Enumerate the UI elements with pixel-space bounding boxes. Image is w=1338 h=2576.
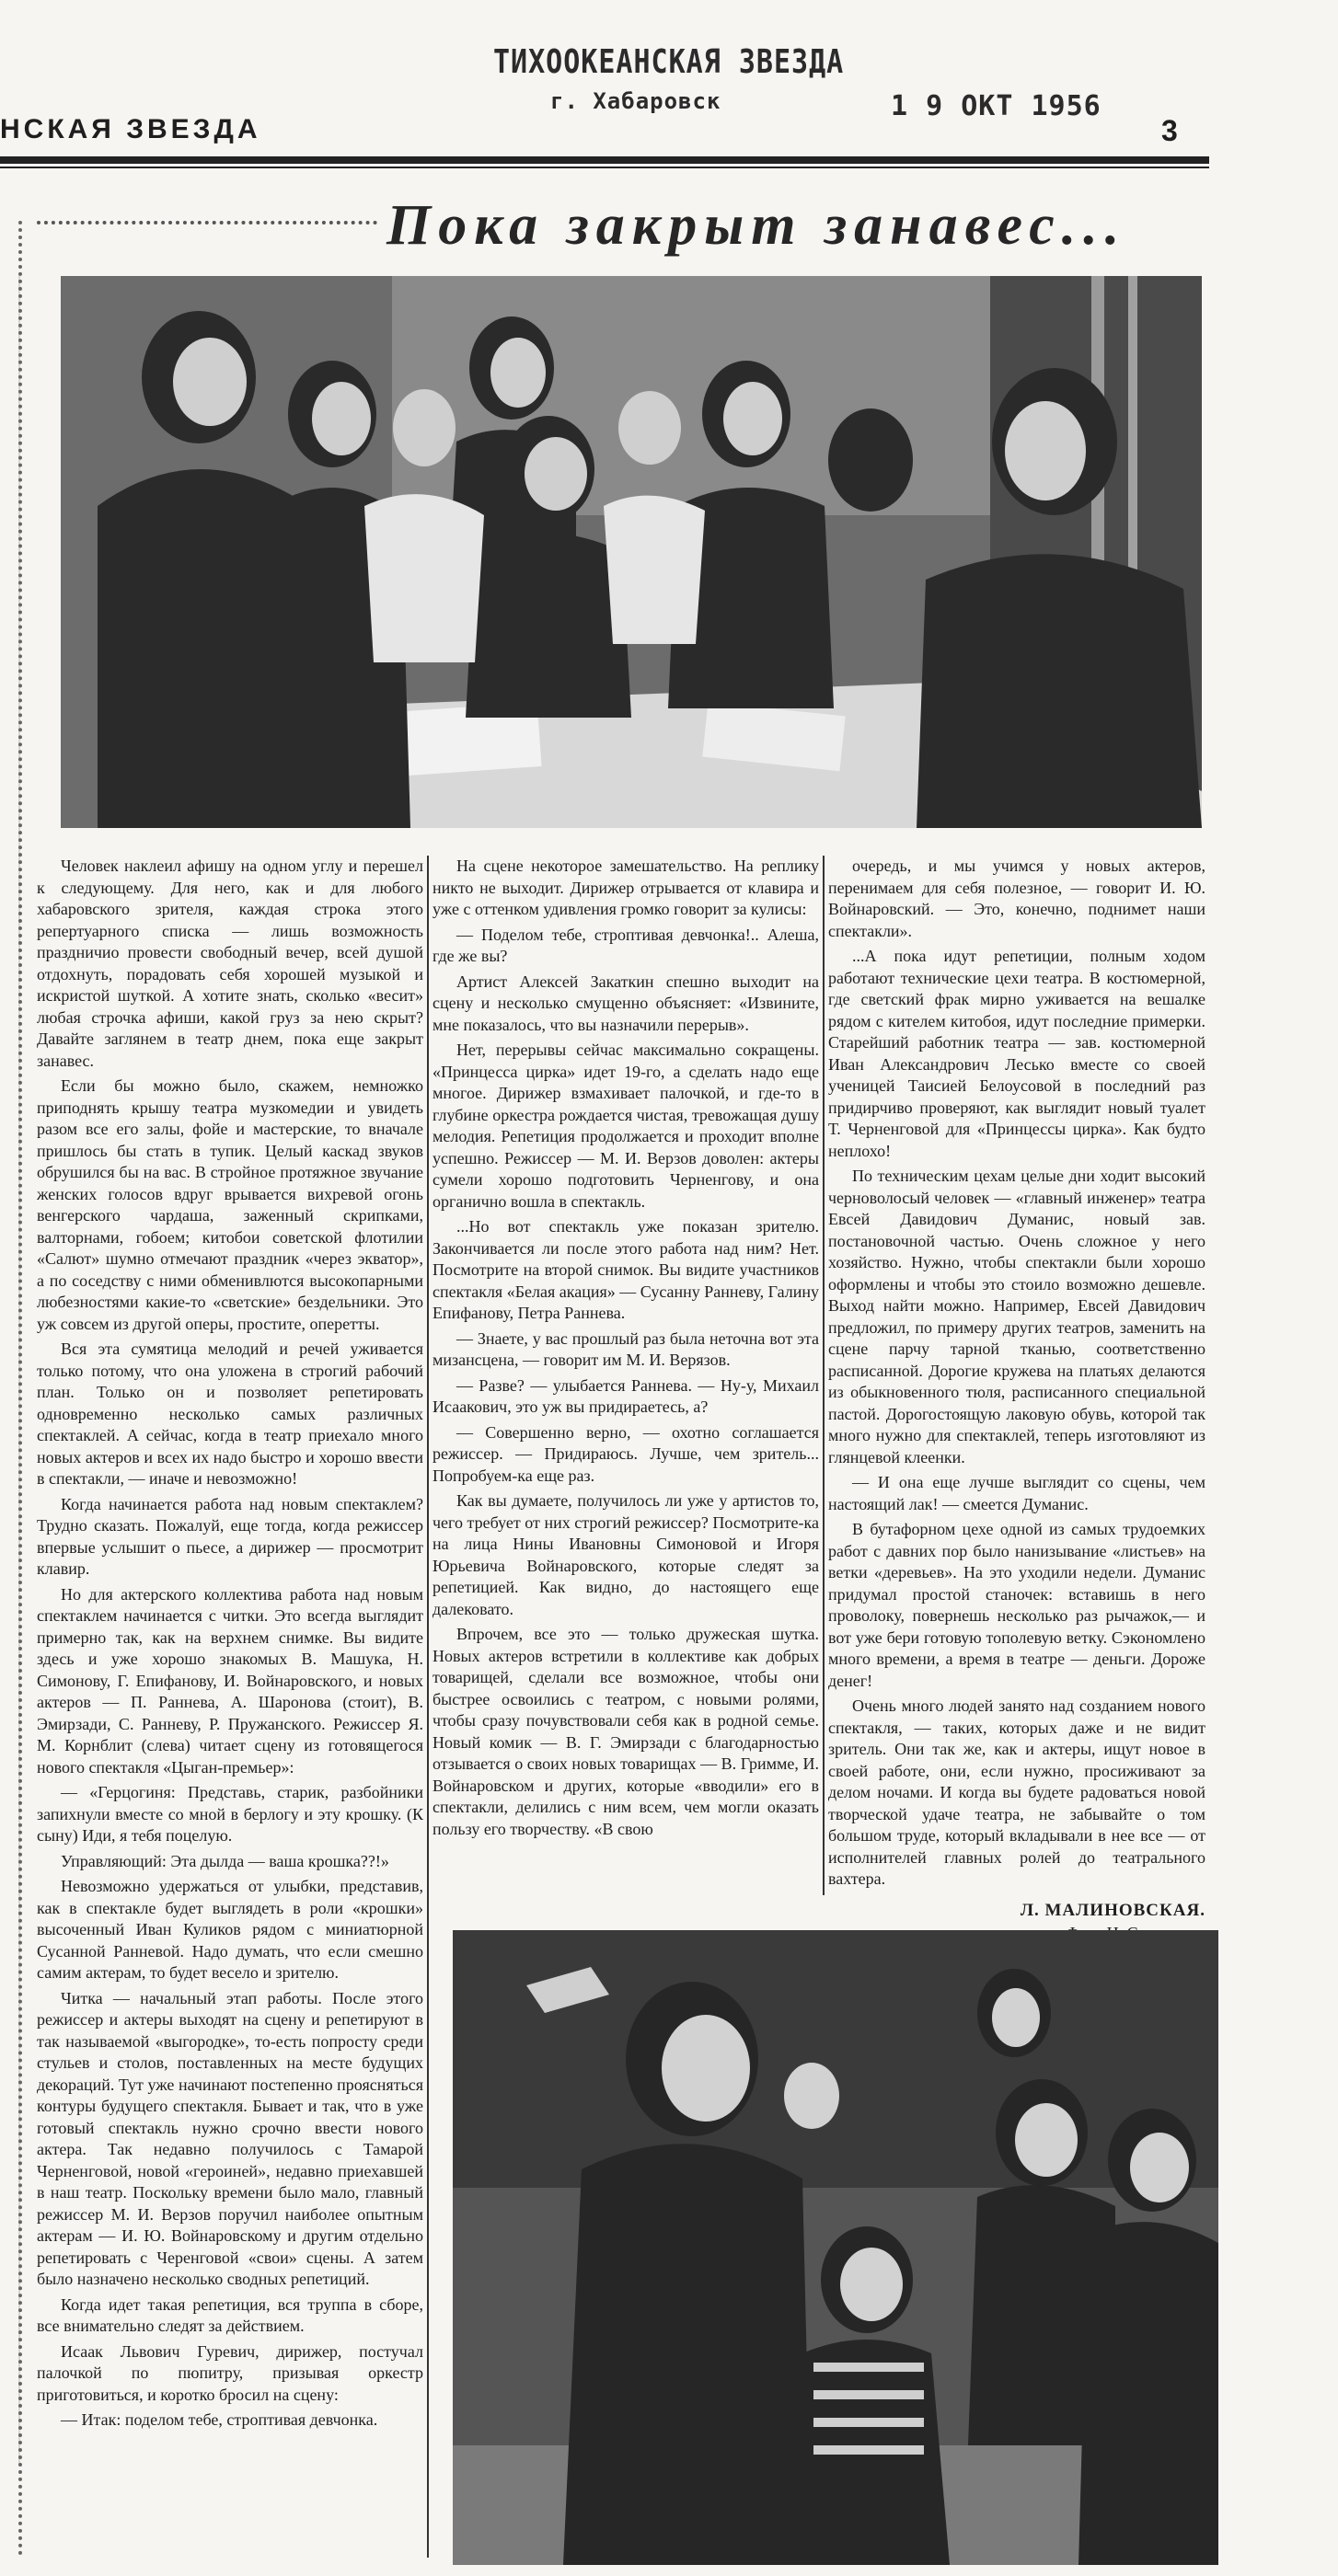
- paragraph: очередь, и мы учимся у новых актеров, перенимаем для себя полезное, — говорит И. Ю. Войнаровский. — Это, конечно, поднимет наши спектакли».: [828, 857, 1205, 940]
- paragraph: — Поделом тебе, строптивая девчонка!.. Алеша, где же вы?: [433, 925, 819, 965]
- paragraph: ...Но вот спектакль уже показан зрителю. Закончивается ли после этого работа над ним? Нет. Посмотрите на второй снимок. Вы видите участников спектакля «Белая акация» — Сусанну Ранневу, Галину Епифанову, Петра Раннева.: [433, 1217, 819, 1322]
- photo-stage-rehearsal: [453, 1930, 1218, 2565]
- paragraph: Управляющий: Эта дылда — ваша крошка??!»: [61, 1851, 389, 1870]
- column-rule-1: [427, 856, 429, 2558]
- archive-stamp-date: 1 9 ОКТ 1956: [891, 90, 1102, 122]
- paragraph: — Совершенно верно, — охотно соглашается режиссер. — Придираюсь. Лучше, чем зритель... Попробуем-ка еще раз.: [433, 1422, 819, 1485]
- paragraph: Очень много людей занято над созданием нового спектакля, — таких, которых даже и не видит зритель. Они так же, как и актеры, ищут новое в своей работе, они, если нужно, просиживают за делом ночами. И когда вы будете радоваться новой творческой удаче театра, не забывайте о том большом труде, который вкладывали в нее все — от исполнителей главных ролей до театрального вахтера.: [828, 1696, 1205, 1888]
- paragraph: Впрочем, все это — только дружеская шутка. Новых актеров встретили в коллективе как добрых товарищей, сделали все возможное, чтобы они быстрее освоились с театром, с новыми ролями, чтобы сразу почувствовали себя как в родной семье. Новый комик — В. Г. Эмирзади с благодарностью отзывается о своих новых товарищах — В. Гримме, И. Войнаровском и других, которые «вводили» его в спектакли, делились с ним всем, чем могли оказать пользу его творчеству. «В свою: [433, 1625, 819, 1838]
- paragraph: Когда начинается работа над новым спектаклем? Трудно сказать. Пожалуй, еще тогда, когда режиссер впервые услышит о пьесе, а дирижер — просмотрит клавир.: [37, 1494, 423, 1578]
- archive-stamp-newspaper: ТИХООКЕАНСКАЯ ЗВЕЗДА: [493, 42, 845, 82]
- article-column-3: [828, 856, 1205, 1945]
- paragraph: Если бы можно было, скажем, немножко приподнять крышу театра музкомедии и увидеть разом все его залы, фойе и мастерские, то вначале пришлось бы стать в тупик. Целый каскад звуков обрушился бы на вас. В стройное протяжное звучание женских голосов вдруг врывается вихревой огонь венгерского чардаша, заженный скрипками, валторнами, гобоем; китобои советской флотилии «Салют» шумно отмечают праздник «через экватор», а по соседству с ними обменивлются высокопарными любезностями какие-то «светские» бездельники. Это уж совсем из другой оперы, простите, оперетты.: [37, 1076, 423, 1333]
- column-rule-2: [823, 856, 825, 1895]
- paragraph: — Знаете, у вас прошлый раз была неточна вот эта мизансцена, — говорит им М. И. Верязов.: [433, 1328, 819, 1369]
- archive-stamp-city: г. Хабаровск: [550, 88, 721, 114]
- paragraph: Как вы думаете, получилось ли уже у артистов то, чего требует от них строгий режиссер? Посмотрите-ка на лица Нины Ивановны Симоновой и Игоря Юрьевича Войнаровского, которые следят за репетицией. Как видно, до настоящего еще далековато.: [433, 1491, 819, 1618]
- paragraph: По техническим цехам целые дни ходит высокий черноволосый человек — «главный инженер» театра Евсей Давидович Думанис, новый зав. постановочной частью. Очень сложное у него хозяйство. Нужно, чтобы спектакли были хорошо оформлены и чтобы это стоило возможно дешевле. Выход найти можно. Например, Евсей Давидович предложил, по примеру других театров, заменить на сцене парчу тарной тканью, соответственно расписанной. Дорогие кружева на платьях делаются из обыкновенного тюля, расписанного специальной пастой. Дорогостоящую лаковую обувь, которой так много нужно для спектаклей, теперь изготовляют из глянцевой клеенки.: [828, 1167, 1205, 1466]
- headline-dotted-rule: [37, 221, 377, 224]
- paragraph: Человек наклеил афишу на одном углу и перешел к следующему. Для него, как и для любого хабаровского зрителя, каждая строка этого репертуарного списка — лишь возможность праздничио провести свободный вечер, всей душой отдохнуть, порадовать себя хорошей музыкой и искристой шуткой. А хотите знать, сколько «весит» любая строчка афиши, какой груз за нею скрыт? Давайте заглянем в театр днем, пока еще закрыт занавес.: [37, 857, 423, 1070]
- article-column-2: [433, 856, 819, 1844]
- paragraph: — И она еще лучше выглядит со сцены, чем настоящий лак! — смеется Думанис.: [828, 1473, 1205, 1513]
- masthead-rule-thin: [0, 167, 1209, 168]
- paragraph: Нет, перерывы сейчас максимально сокращены. «Принцесса цирка» идет 19-го, а сделать надо еще многое. Дирижер взмахивает палочкой, и где-то в глубине оркестра рождается чистая, тревожащая душу мелодия. Репетиция продолжается и проходит вполне успешно. Режиссер — М. И. Верзов доволен: актеры сумели хорошо подготовить Черненгову, и она органично вошла в спектакль.: [433, 1041, 819, 1211]
- article-headline: Пока закрыт занавес...: [386, 194, 1127, 257]
- paragraph: Читка — начальный этап работы. После этого режиссер и актеры выходят на сцену и репетируют в так называемой «выгородке», то-есть попросту среди стульев и столов, поставленных на месте будущих декораций. Тут уже начинают постепенно проясняться контуры будущего спектакля. Бывает и так, что в уже готовый спектакль нужно срочно ввести нового актера. Так недавно получилось с Тамарой Черненговой, новой «героиней», недавно приехавшей в наш театр. Поскольку времени было мало, главный режиссер М. И. Верзов поручил наиболее опытным актерам — И. Ю. Войнаровскому и другим отдельно репетировать с Черенговой «свои» сцены. А затем было назначено несколько сводных репетиций.: [37, 1988, 423, 2288]
- paragraph: — «Герцогиня: Представь, старик, разбойники запихнули вместе со мной в берлогу и эту крошку. (К сыну) Иди, я тебя поцелую.: [37, 1783, 423, 1845]
- paragraph: Но для актерского коллектива работа над новым спектаклем начинается с читки. Это всегда выглядит примерно так, как на верхнем снимке. Вы видите здесь и уже хорошо знакомых В. Машука, Н. Симонову, Г. Епифанову, И. Войнаровского, и новых актеров — П. Раннева, А. Шаронова (стоит), В. Эмирзади, С. Ранневу, Р. Пружанского. Режиссер Я. М. Корнблит (слева) читает сцену из готовящегося нового спектакля «Цыган-премьер»:: [37, 1584, 423, 1777]
- paragraph: Невозможно удержаться от улыбки, представив, как в спектакле будет выглядеть в роли «крошки» высоченный Иван Куликов рядом с миниатюрной Сусанной Ранневой. Надо думать, что если смешно самим актерам, то будет весело и зрителю.: [37, 1877, 423, 1982]
- paragraph: Исаак Львович Гуревич, дирижер, постучал палочкой по пюпитру, призывая оркестр приготовиться, и коротко бросил на сцену:: [37, 2341, 423, 2404]
- article-author: Л. МАЛИНОВСКАЯ.: [1020, 1900, 1205, 1920]
- paragraph: Вся эта сумятица мелодий и речей уживается только потому, что она уложена в строгий рабочий план. Только он и позволяет репетировать одновременно несколько самых различных спектаклей. А сейчас, когда в театр приехало много новых актеров и всех их надо быстро и хорошо ввести в спектакли, — иначе и невозможно!: [37, 1340, 423, 1488]
- article-frame-border: [18, 221, 22, 2558]
- paragraph: — Итак: поделом тебе, строптивая девчонка.: [61, 2410, 378, 2429]
- photo-table-reading: [61, 276, 1202, 828]
- paragraph: На сцене некоторое замешательство. На реплику никто не выходит. Дирижер отрывается от клавира и уже с оттенком удивления громко говорит за кулисы:: [433, 857, 819, 918]
- masthead-title: НСКАЯ ЗВЕЗДА: [0, 114, 261, 144]
- page-number: 3: [1161, 114, 1178, 147]
- paragraph: В бутафорном цехе одной из самых трудоемких работ с давних пор было нанизывание «листьев» на ветки «деревьев». На это уходили недели. Думанис придумал простой станочек: вставишь в него проволоку, повернешь несколько раз рычажок,— и вот уже бери готовую тополевую ветку. Сэкономлено много времени, а время в театре — деньги. Дороже денег!: [828, 1520, 1205, 1690]
- paragraph: Когда идет такая репетиция, вся труппа в сборе, все внимательно следят за действием.: [37, 2294, 423, 2335]
- masthead-rule: [0, 156, 1209, 164]
- paragraph: — Разве? — улыбается Раннева. — Ну-у, Михаил Исаакович, это уж вы придираетесь, а?: [433, 1375, 819, 1416]
- article-column-1: [37, 856, 423, 2435]
- paragraph: Артист Алексей Закаткин спешно выходит на сцену и несколько смущенно объясняет: «Извините, мне показалось, что вы назначили перерыв».: [433, 972, 819, 1034]
- paragraph: ...А пока идут репетиции, полным ходом работают технические цехи театра. В костюмерной, где светский фрак мирно уживается на вешалке рядом с кителем китобоя, идут последние примерки. Старейший работник театра — зав. костюмерной Иван Александрович Лесько вместе со своей ученицей Таисией Белоусовой в последний раз придирчиво проверяют, как выглядит новый туалет Т. Черненговой для «Принцессы цирка». Как будто неплохо!: [828, 947, 1205, 1160]
